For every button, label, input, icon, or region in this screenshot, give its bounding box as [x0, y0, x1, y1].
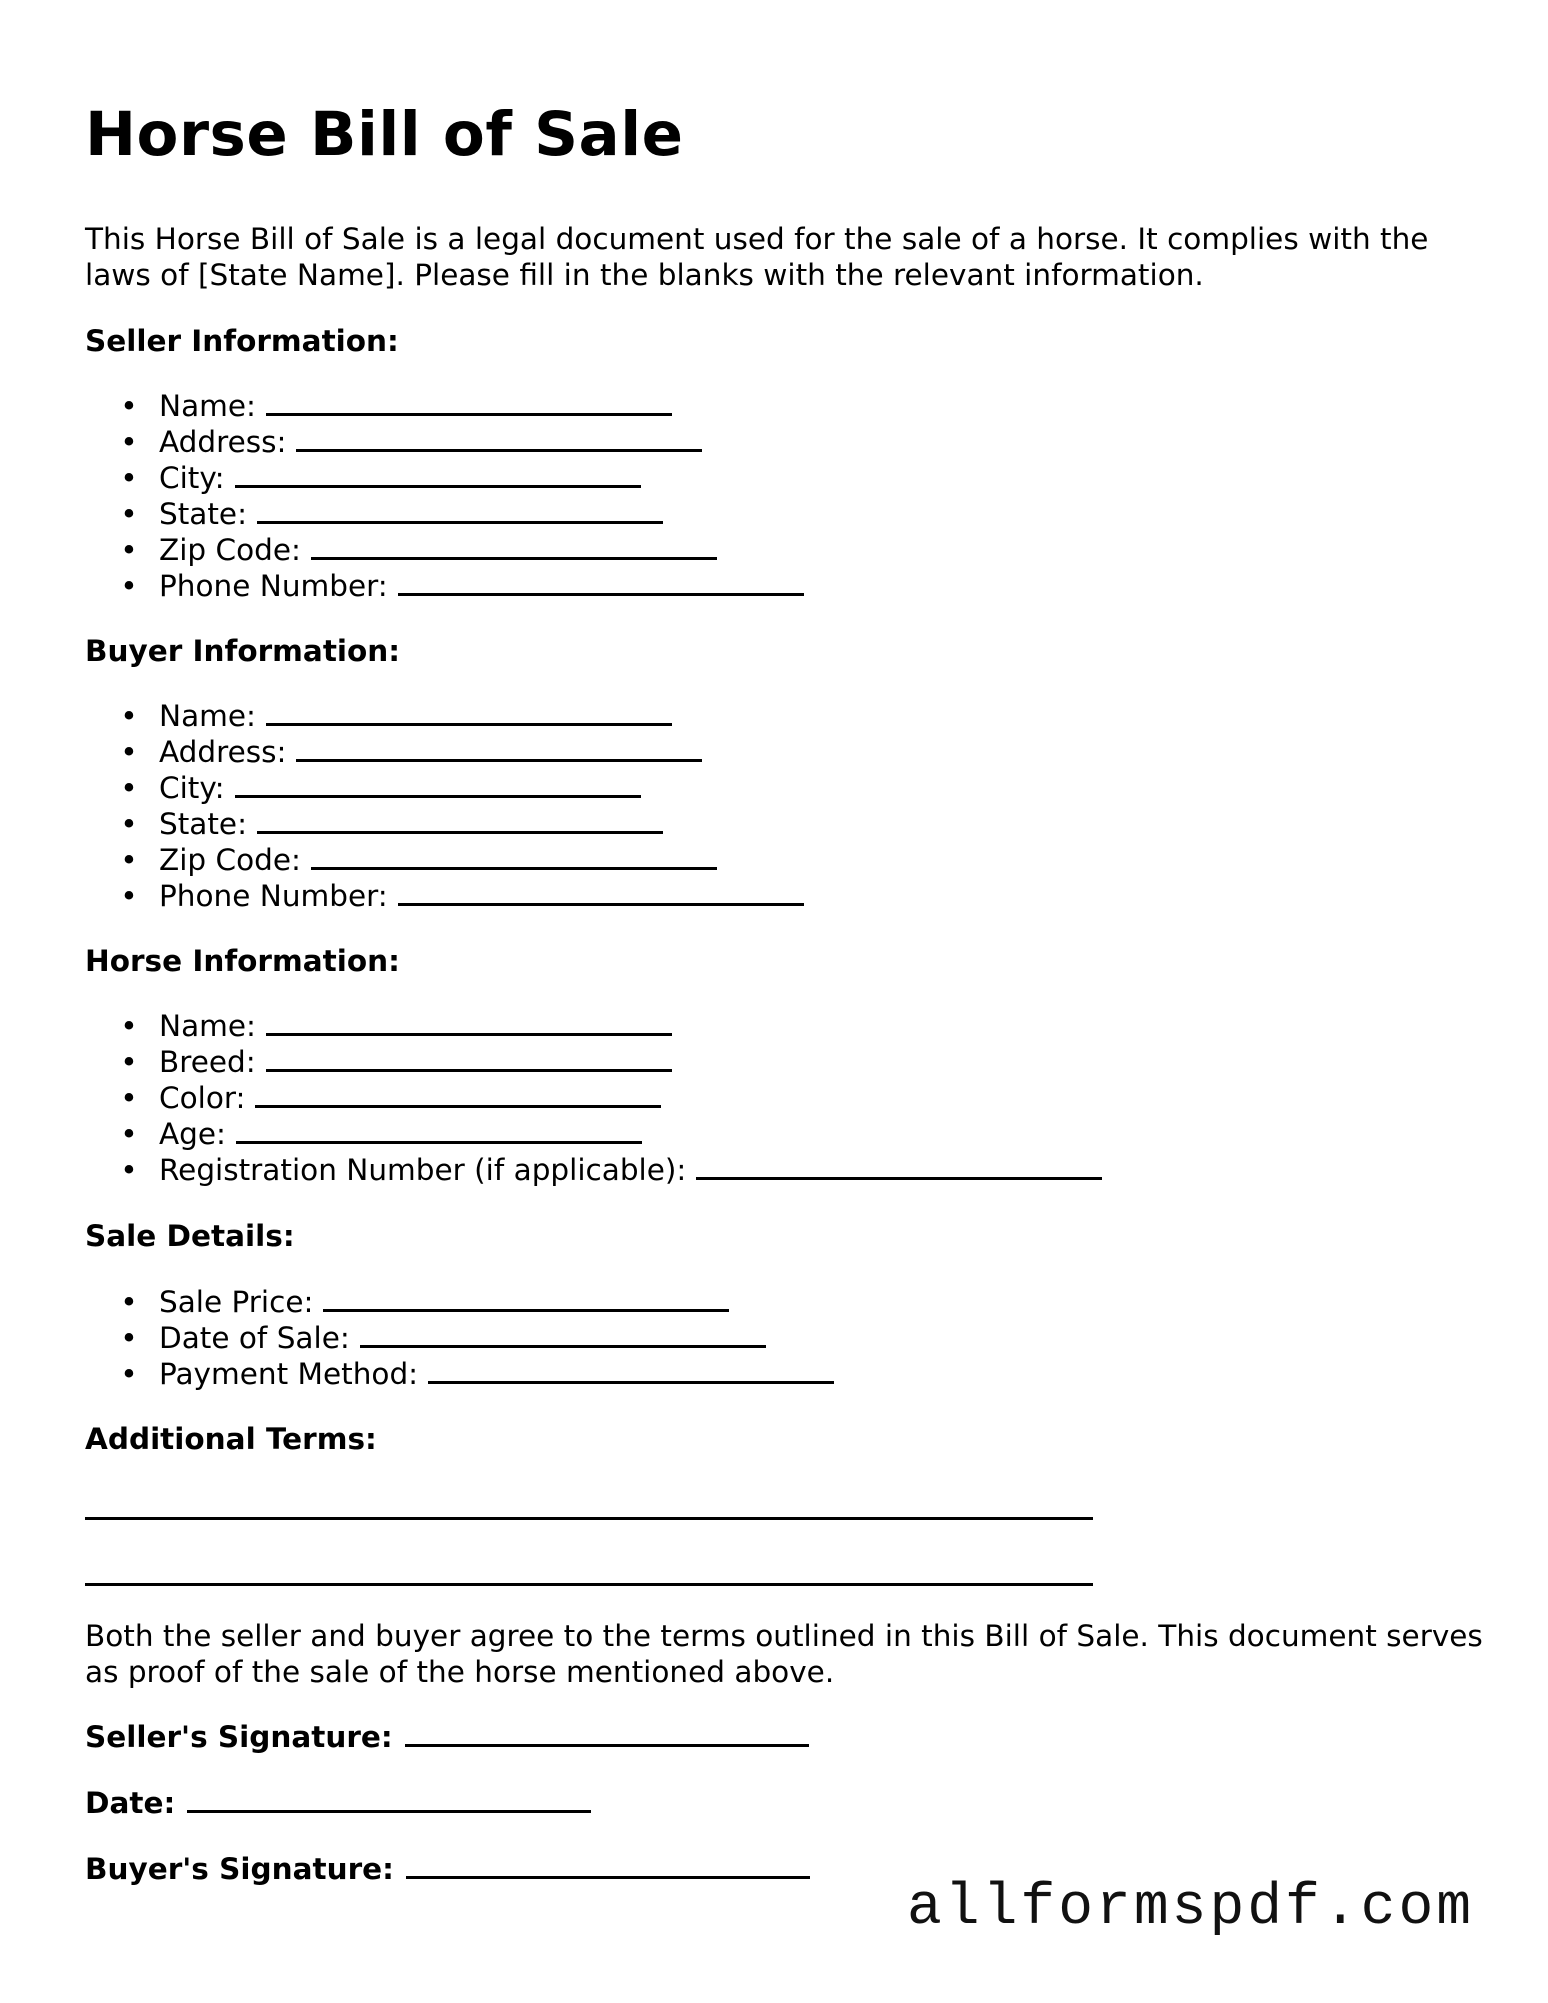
date-row	[85, 1785, 591, 1821]
bullet-icon: •	[120, 1045, 138, 1079]
field-label: Age:	[159, 1117, 226, 1151]
field-label: Registration Number (if applicable):	[159, 1153, 687, 1187]
watermark-text: allformspdf.com	[907, 1876, 1475, 1941]
field-label: Date of Sale:	[159, 1321, 350, 1355]
document-title: Horse Bill of Sale	[85, 99, 684, 170]
bullet-icon: •	[120, 1081, 138, 1115]
field-label: Color:	[159, 1081, 246, 1115]
seller-state-field[interactable]	[257, 497, 663, 524]
buyer-address-item	[120, 734, 804, 770]
date-field[interactable]	[187, 1786, 591, 1813]
bullet-icon: •	[120, 735, 138, 769]
sale-price-item	[120, 1284, 834, 1320]
bullet-icon: •	[120, 1153, 138, 1187]
sale-date-field[interactable]	[360, 1321, 766, 1348]
date-label: Date:	[85, 1786, 176, 1820]
intro-paragraph: This Horse Bill of Sale is a legal document used for the sale of a horse. It complies with the laws of [State Name]. Please fill in the blanks with the relevant information.	[85, 222, 1429, 292]
bullet-icon: •	[120, 533, 138, 567]
seller-signature-label: Seller's Signature:	[85, 1720, 393, 1754]
bullet-icon: •	[120, 569, 138, 603]
buyer-zip-item	[120, 842, 804, 878]
horse-name-field[interactable]	[266, 1009, 672, 1036]
sale-price-field[interactable]	[323, 1285, 729, 1312]
seller-name-field[interactable]	[266, 389, 672, 416]
field-label: Zip Code:	[159, 533, 301, 567]
bullet-icon: •	[120, 1321, 138, 1355]
seller-city-field[interactable]	[235, 461, 641, 488]
seller-phone-field[interactable]	[398, 569, 804, 596]
bullet-icon: •	[120, 1357, 138, 1391]
bullet-icon: •	[120, 497, 138, 531]
buyer-phone-field[interactable]	[398, 879, 804, 906]
field-label: Sale Price:	[159, 1285, 314, 1319]
buyer-signature-field[interactable]	[406, 1852, 810, 1879]
bullet-icon: •	[120, 1285, 138, 1319]
field-label: Name:	[159, 389, 256, 423]
additional-terms-line-1[interactable]	[85, 1517, 1093, 1520]
field-label: Address:	[159, 735, 287, 769]
seller-state-item	[120, 496, 804, 532]
horse-age-item	[120, 1116, 1102, 1152]
field-label: Zip Code:	[159, 843, 301, 877]
seller-address-item	[120, 424, 804, 460]
bullet-icon: •	[120, 425, 138, 459]
seller-phone-item	[120, 568, 804, 604]
bullet-icon: •	[120, 771, 138, 805]
field-label: Payment Method:	[159, 1357, 419, 1391]
horse-name-item	[120, 1008, 1102, 1044]
bullet-icon: •	[120, 1009, 138, 1043]
seller-signature-row	[85, 1719, 809, 1755]
seller-zip-item	[120, 532, 804, 568]
field-label: Name:	[159, 1009, 256, 1043]
field-label: Address:	[159, 425, 287, 459]
sale-heading: Sale Details:	[85, 1219, 295, 1253]
field-label: City:	[159, 771, 225, 805]
bullet-icon: •	[120, 389, 138, 423]
horse-registration-item	[120, 1152, 1102, 1188]
additional-terms-line-2[interactable]	[85, 1583, 1093, 1586]
seller-zip-field[interactable]	[311, 533, 717, 560]
bullet-icon: •	[120, 879, 138, 913]
buyer-heading: Buyer Information:	[85, 634, 401, 668]
buyer-address-field[interactable]	[296, 735, 702, 762]
field-label: State:	[159, 497, 248, 531]
horse-color-field[interactable]	[255, 1081, 661, 1108]
horse-heading: Horse Information:	[85, 944, 400, 978]
field-label: Breed:	[159, 1045, 256, 1079]
bullet-icon: •	[120, 843, 138, 877]
seller-name-item	[120, 388, 804, 424]
seller-heading: Seller Information:	[85, 324, 399, 358]
field-label: Name:	[159, 699, 256, 733]
buyer-city-item	[120, 770, 804, 806]
seller-city-item	[120, 460, 804, 496]
horse-age-field[interactable]	[236, 1117, 642, 1144]
additional-terms-heading: Additional Terms:	[85, 1422, 377, 1456]
field-label: Phone Number:	[159, 569, 388, 603]
seller-fields-list	[85, 388, 804, 604]
horse-registration-field[interactable]	[696, 1153, 1102, 1180]
seller-signature-field[interactable]	[405, 1720, 809, 1747]
bullet-icon: •	[120, 1117, 138, 1151]
sale-fields-list	[85, 1284, 834, 1392]
buyer-state-item	[120, 806, 804, 842]
buyer-fields-list	[85, 698, 804, 914]
buyer-phone-item	[120, 878, 804, 914]
buyer-name-item	[120, 698, 804, 734]
buyer-state-field[interactable]	[257, 807, 663, 834]
horse-fields-list	[85, 1008, 1102, 1188]
buyer-name-field[interactable]	[266, 699, 672, 726]
field-label: Phone Number:	[159, 879, 388, 913]
payment-method-item	[120, 1356, 834, 1392]
field-label: State:	[159, 807, 248, 841]
payment-method-field[interactable]	[428, 1357, 834, 1384]
horse-breed-field[interactable]	[266, 1045, 672, 1072]
field-label: City:	[159, 461, 225, 495]
bullet-icon: •	[120, 461, 138, 495]
buyer-signature-label: Buyer's Signature:	[85, 1852, 394, 1886]
sale-date-item	[120, 1320, 834, 1356]
buyer-city-field[interactable]	[235, 771, 641, 798]
horse-breed-item	[120, 1044, 1102, 1080]
agreement-paragraph: Both the seller and buyer agree to the terms outlined in this Bill of Sale. This document serves as proof of the sale of the horse mentioned above.	[85, 1619, 1483, 1689]
buyer-zip-field[interactable]	[311, 843, 717, 870]
seller-address-field[interactable]	[296, 425, 702, 452]
bullet-icon: •	[120, 807, 138, 841]
buyer-signature-row	[85, 1851, 810, 1887]
horse-color-item	[120, 1080, 1102, 1116]
bullet-icon: •	[120, 699, 138, 733]
